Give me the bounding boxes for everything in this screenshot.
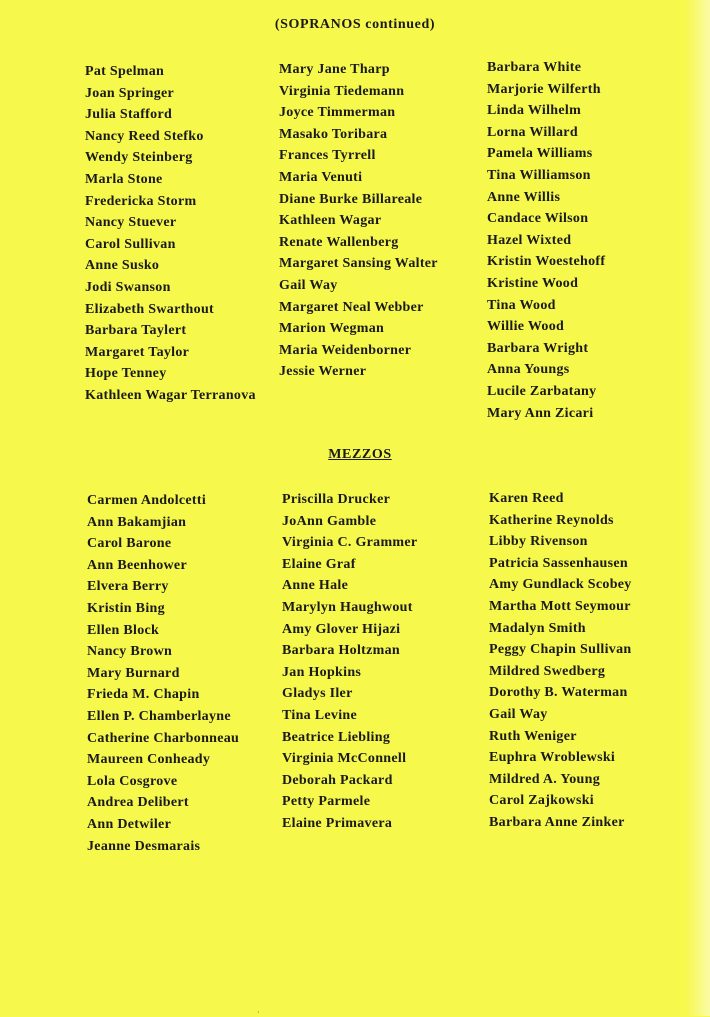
- member-name: Maureen Conheady: [87, 752, 211, 768]
- member-name: Marjorie Wilferth: [487, 81, 601, 97]
- member-name: Joan Springer: [85, 85, 175, 101]
- member-name: Katherine Reynolds: [489, 512, 614, 528]
- member-name: Catherine Charbonneau: [87, 730, 240, 746]
- member-name: Hope Tenney: [85, 366, 167, 382]
- member-name: Linda Wilhelm: [487, 103, 582, 119]
- member-name: Barbara Taylert: [85, 323, 187, 339]
- member-name: Barbara Holtzman: [282, 643, 400, 659]
- member-name: Ellen P. Chamberlayne: [87, 708, 231, 724]
- member-name: Kathleen Wagar: [279, 213, 382, 229]
- member-name: Pat Spelman: [85, 64, 165, 79]
- member-name: Andrea Delibert: [87, 795, 189, 811]
- member-name: Kristin Woestehoff: [487, 254, 606, 270]
- member-name: Elizabeth Swarthout: [85, 301, 214, 317]
- member-name: Kristin Bing: [87, 600, 165, 616]
- member-name: Tina Williamson: [487, 167, 591, 183]
- member-name: Marla Stone: [85, 171, 163, 187]
- member-name: Nancy Brown: [87, 644, 173, 660]
- member-name: Carol Sullivan: [85, 236, 176, 252]
- member-name: Mary Burnard: [87, 665, 180, 681]
- member-name: Fredericka Storm: [85, 193, 197, 209]
- sopranos-column-2: [279, 59, 438, 383]
- member-name: Deborah Packard: [282, 772, 393, 788]
- member-name: Frieda M. Chapin: [87, 687, 200, 703]
- member-name: Wendy Steinberg: [85, 150, 193, 166]
- member-name: Candace Wilson: [487, 211, 589, 227]
- member-name: Virginia C. Grammer: [282, 535, 418, 551]
- member-name: Jessie Werner: [279, 364, 367, 380]
- member-name: Dorothy B. Waterman: [489, 685, 628, 701]
- sopranos-column-1: [85, 61, 256, 407]
- member-name: Maria Venuti: [279, 169, 363, 185]
- member-name: Carol Barone: [87, 536, 172, 552]
- member-name: Renate Wallenberg: [279, 234, 399, 250]
- member-name: Gladys Iler: [282, 686, 353, 702]
- member-name: Marylyn Haughwout: [282, 599, 413, 615]
- member-name: Elaine Graf: [282, 556, 356, 572]
- member-name: Elaine Primavera: [282, 815, 393, 831]
- member-name: Jeanne Desmarais: [87, 838, 201, 854]
- member-name: Priscilla Drucker: [282, 492, 391, 507]
- member-name: Ann Beenhower: [87, 557, 187, 573]
- sopranos-column-3: [487, 57, 605, 424]
- member-name: Willie Wood: [487, 319, 565, 335]
- section-header-mezzos: MEZZOS: [328, 447, 392, 462]
- mezzos-column-3: [489, 488, 632, 834]
- member-name: Gail Way: [279, 277, 338, 293]
- member-name: Hazel Wixted: [487, 232, 572, 248]
- member-name: Patricia Sassenhausen: [489, 555, 628, 571]
- member-name: Margaret Neal Webber: [279, 299, 424, 315]
- member-name: Euphra Wroblewski: [489, 750, 616, 766]
- member-name: Jodi Swanson: [85, 279, 171, 295]
- member-name: Ann Bakamjian: [87, 514, 187, 530]
- mezzos-column-1: [87, 490, 239, 857]
- member-name: Lucile Zarbatany: [487, 383, 597, 399]
- member-name: Margaret Sansing Walter: [279, 256, 438, 272]
- member-name: Gail Way: [489, 706, 548, 722]
- member-name: Elvera Berry: [87, 579, 169, 595]
- member-name: Karen Reed: [489, 491, 564, 506]
- member-name: Petty Parmele: [282, 794, 371, 810]
- member-name: JoAnn Gamble: [282, 513, 377, 529]
- member-name: Martha Mott Seymour: [489, 598, 631, 614]
- member-name: Mildred A. Young: [489, 771, 600, 787]
- member-name: Jan Hopkins: [282, 664, 362, 680]
- member-name: Libby Rivenson: [489, 534, 588, 550]
- page-speck: ·: [257, 1008, 260, 1017]
- section-header-sopranos-continued: (SOPRANOS continued): [274, 17, 436, 32]
- member-name: Anne Hale: [282, 578, 349, 594]
- member-name: Ann Detwiler: [87, 816, 172, 832]
- member-name: Anne Willis: [487, 189, 561, 205]
- member-name: Amy Glover Hijazi: [282, 621, 401, 637]
- member-name: Kristine Wood: [487, 275, 579, 291]
- member-name: Barbara White: [487, 60, 582, 75]
- member-name: Marion Wegman: [279, 321, 385, 337]
- member-name: Joyce Timmerman: [279, 105, 396, 121]
- member-name: Kathleen Wagar Terranova: [85, 387, 256, 403]
- member-name: Frances Tyrrell: [279, 148, 376, 164]
- member-name: Anna Youngs: [487, 362, 570, 378]
- member-name: Madalyn Smith: [489, 620, 586, 636]
- member-name: Beatrice Liebling: [282, 729, 391, 745]
- member-name: Tina Levine: [282, 707, 358, 723]
- member-name: Maria Weidenborner: [279, 342, 412, 358]
- member-name: Carmen Andolcetti: [87, 493, 207, 508]
- member-name: Virginia Tiedemann: [279, 83, 405, 99]
- member-name: Tina Wood: [487, 297, 556, 313]
- member-name: Julia Stafford: [85, 107, 173, 123]
- member-name: Masako Toribara: [279, 126, 388, 142]
- member-name: Mary Ann Zicari: [487, 405, 594, 421]
- member-name: Nancy Reed Stefko: [85, 128, 204, 144]
- member-name: Barbara Wright: [487, 340, 589, 356]
- member-name: Barbara Anne Zinker: [489, 814, 625, 830]
- member-name: Diane Burke Billareale: [279, 191, 423, 207]
- member-name: Mary Jane Tharp: [279, 62, 390, 77]
- mezzos-column-2: [282, 489, 417, 835]
- member-name: Lola Cosgrove: [87, 773, 178, 789]
- member-name: Amy Gundlack Scobey: [489, 577, 632, 593]
- member-name: Margaret Taylor: [85, 344, 190, 360]
- member-name: Lorna Willard: [487, 124, 578, 140]
- member-name: Mildred Swedberg: [489, 663, 606, 679]
- member-name: Nancy Stuever: [85, 215, 177, 231]
- member-name: Virginia McConnell: [282, 751, 407, 767]
- member-name: Ruth Weniger: [489, 728, 577, 744]
- member-name: Pamela Williams: [487, 146, 593, 162]
- member-name: Anne Susko: [85, 258, 160, 274]
- member-name: Carol Zajkowski: [489, 793, 594, 809]
- member-name: Peggy Chapin Sullivan: [489, 642, 632, 658]
- member-name: Ellen Block: [87, 622, 160, 638]
